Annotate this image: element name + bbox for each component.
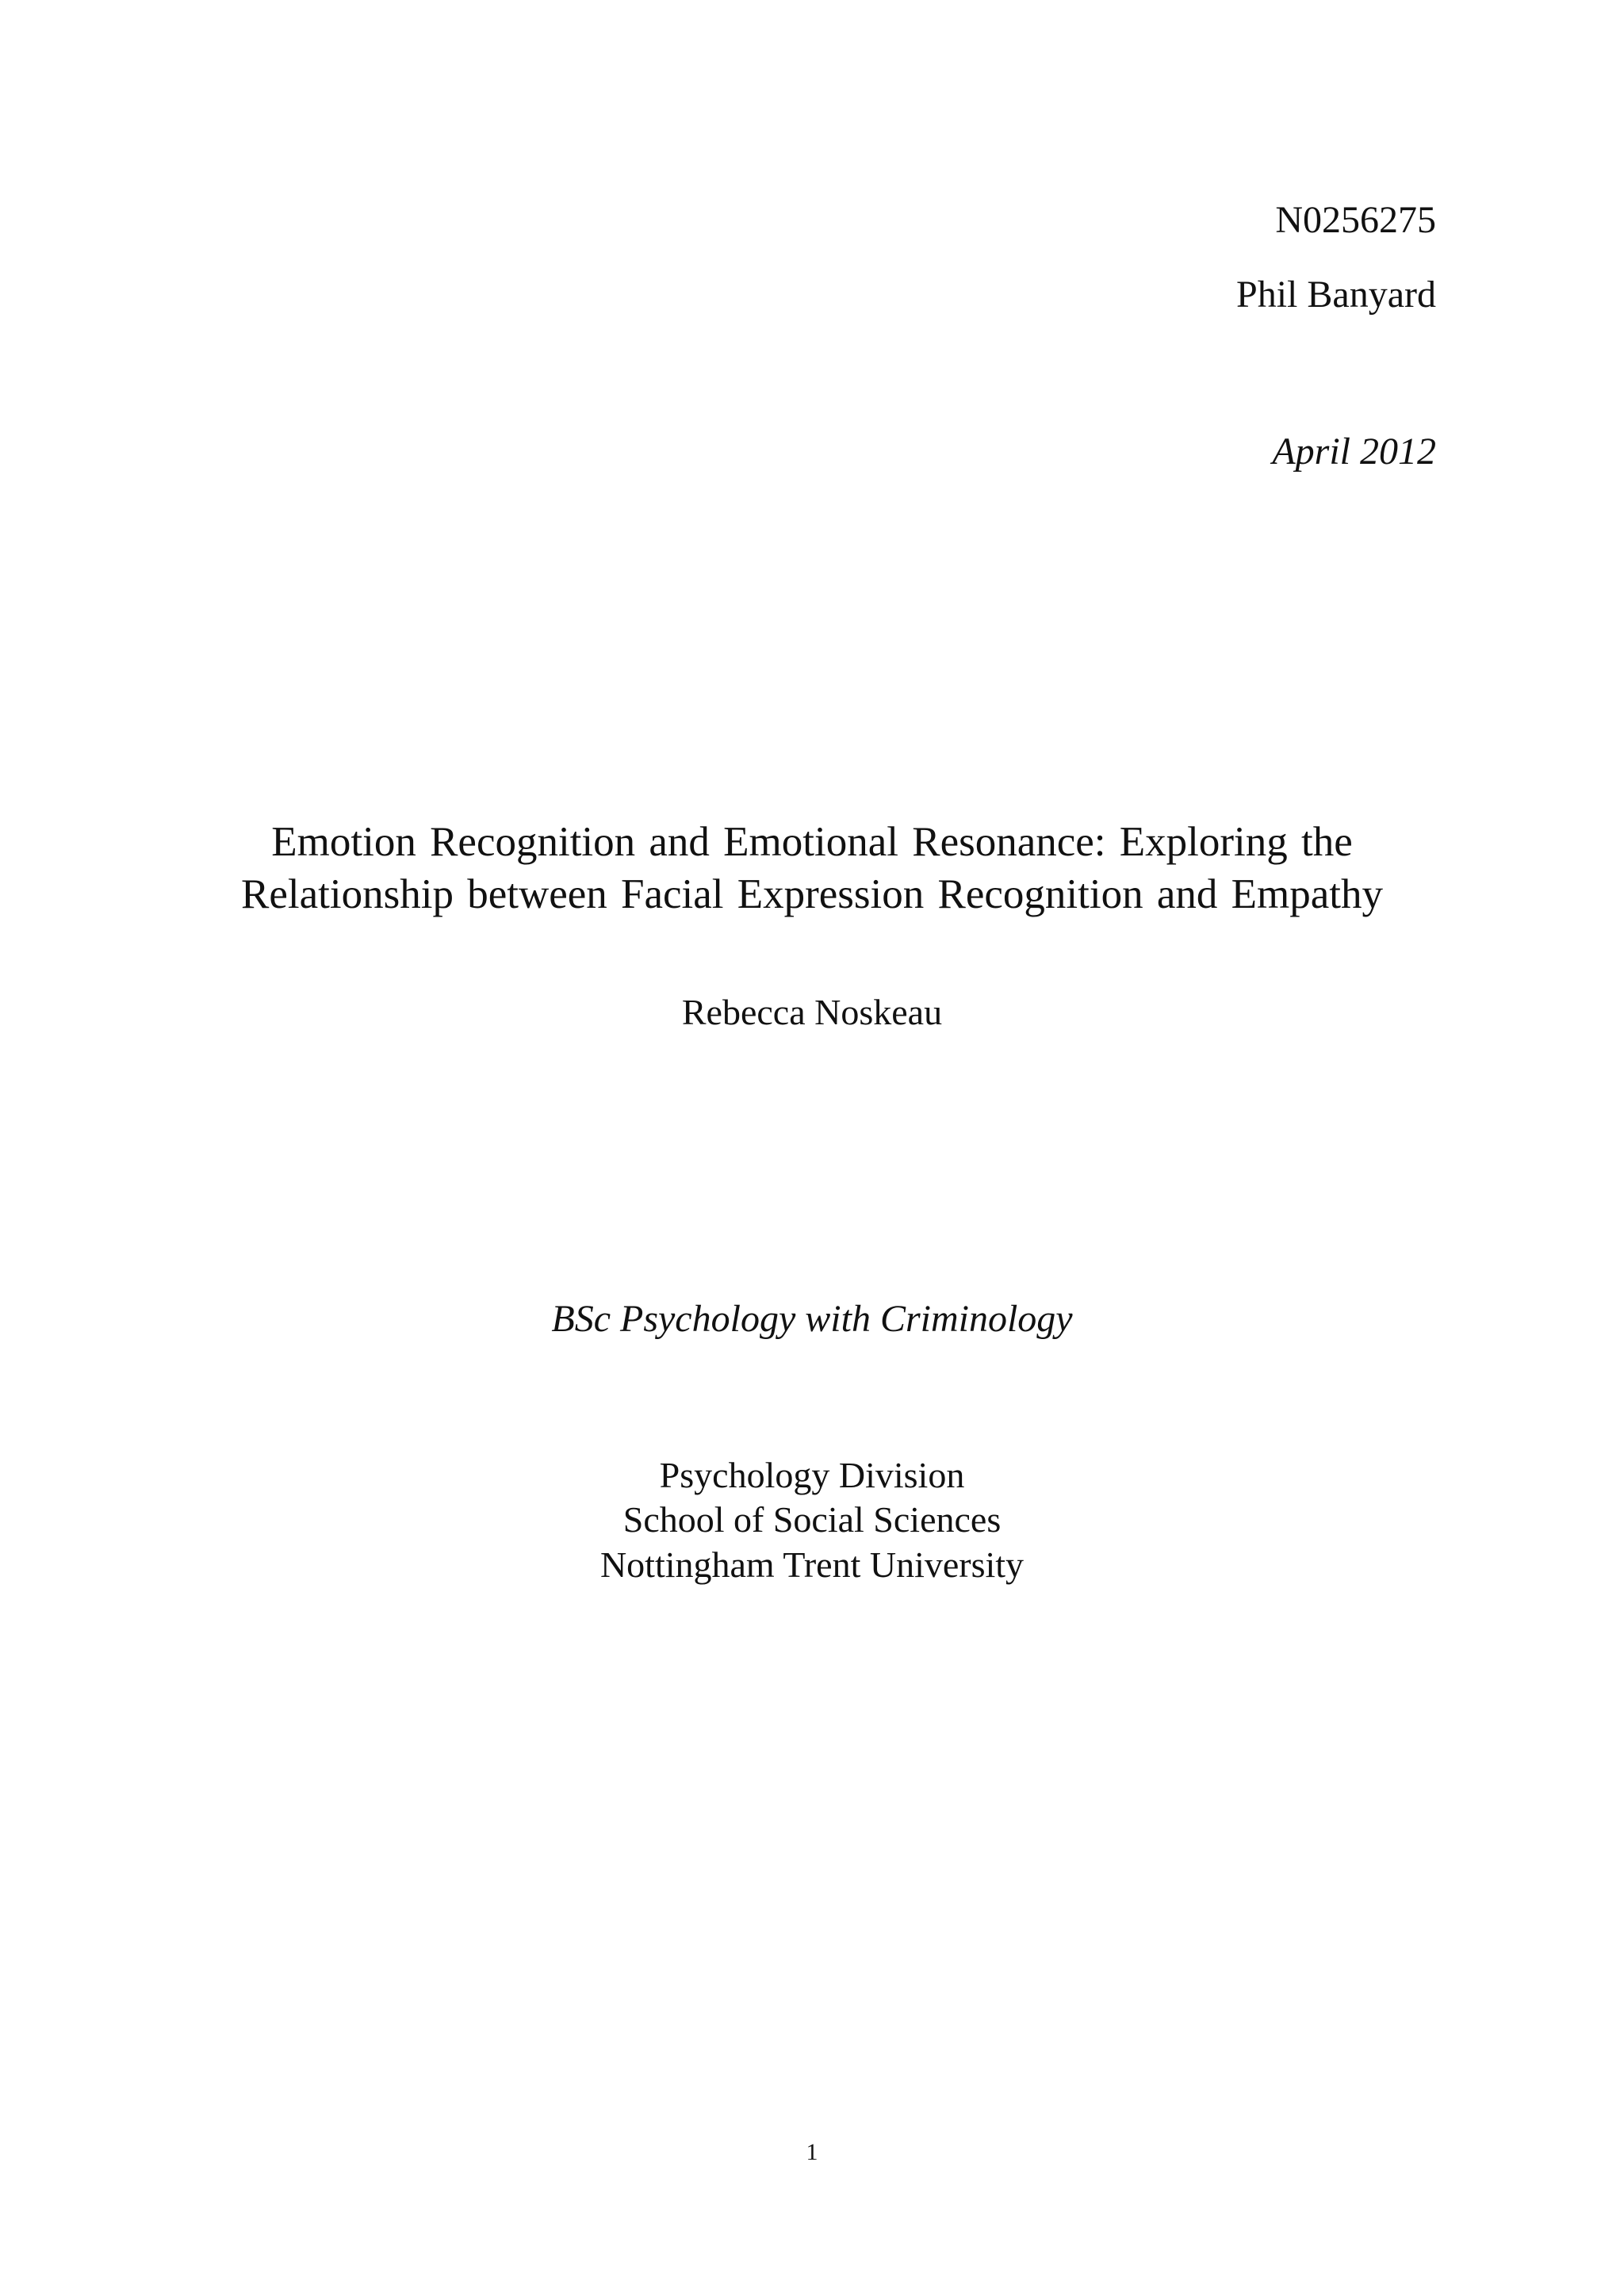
supervisor-name: Phil Banyard	[1236, 274, 1436, 316]
page-number: 1	[806, 2139, 818, 2165]
university-name: Nottingham Trent University	[599, 1544, 1025, 1585]
student-id: N0256275	[1275, 199, 1436, 241]
title-line-1: Emotion Recognition and Emotional Resonance: Exploring the	[271, 819, 1353, 865]
title-line-2: Relationship between Facial Expression Recognition and Empathy	[241, 871, 1383, 917]
division-name: Psychology Division	[659, 1455, 965, 1495]
submission-date: April 2012	[1272, 430, 1436, 473]
school-name: School of Social Sciences	[622, 1499, 1002, 1540]
degree-program: BSc Psychology with Criminology	[551, 1298, 1073, 1340]
author-name: Rebecca Noskeau	[681, 992, 943, 1032]
